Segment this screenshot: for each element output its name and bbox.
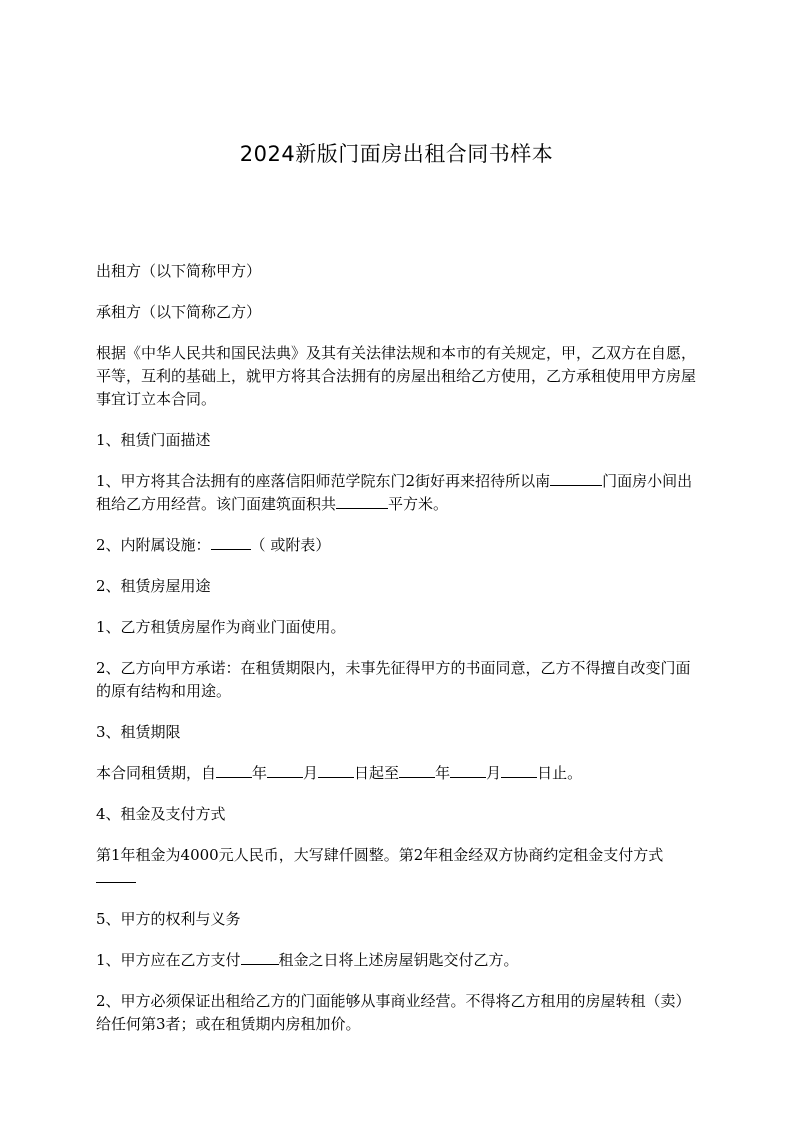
- lessee-line: 承租方（以下简称乙方）: [96, 303, 262, 321]
- clause-text: 租金之日将上述房屋钥匙交付乙方。: [278, 951, 519, 969]
- blank-field: [267, 762, 303, 778]
- blank-field: [501, 762, 537, 778]
- section-5-heading: 5、甲方的权利与义务: [96, 910, 241, 928]
- section-4-clause-1: [96, 844, 699, 890]
- clause-text: 2、内附属设施：: [96, 536, 211, 554]
- clause-text: 年: [252, 764, 268, 782]
- clause-text: 月: [486, 764, 502, 782]
- section-1-heading: 1、租赁门面描述: [96, 431, 211, 449]
- section-2-clause-2: 2、乙方向甲方承诺：在租赁期限内，未事先征得甲方的书面同意，乙方不得擅自改变门面的原有结构和用途。: [96, 659, 691, 700]
- section-3-clause-1: [96, 762, 699, 785]
- section-5-clause-1: [96, 949, 699, 972]
- section-4-heading: 4、租金及支付方式: [96, 805, 226, 823]
- document-body: [96, 260, 699, 1054]
- blank-field: [216, 762, 252, 778]
- clause-text: 年: [435, 764, 451, 782]
- clause-text: 门面房小间出租给乙方用经营。该门面建筑面积共: [96, 472, 693, 513]
- clause-text: （ 或附表）: [250, 536, 331, 554]
- blank-field: [399, 762, 435, 778]
- section-2-clause-1: 1、乙方租赁房屋作为商业门面使用。: [96, 618, 346, 636]
- section-2-heading: 2、租赁房屋用途: [96, 577, 211, 595]
- lessor-line: 出租方（以下简称甲方）: [96, 262, 262, 280]
- blank-field: [96, 867, 136, 883]
- section-1-clause-1: [96, 470, 699, 516]
- document-title: 2024新版门面房出租合同书样本: [239, 142, 554, 166]
- clause-text: 月: [303, 764, 319, 782]
- blank-field: [550, 470, 602, 486]
- blank-field: [318, 762, 354, 778]
- clause-text: 第1年租金为4000元人民币，大写肆仟圆整。第2年租金经双方协商约定租金支付方式: [96, 846, 664, 864]
- clause-text: 日起至: [354, 764, 400, 782]
- blank-field: [450, 762, 486, 778]
- blank-field: [336, 493, 388, 509]
- clause-text: 1、甲方应在乙方支付: [96, 951, 241, 969]
- blank-field: [211, 534, 251, 550]
- preamble-paragraph: 根据《中华人民共和国民法典》及其有关法律法规和本市的有关规定，甲，乙双方在自愿，平等，互利的基础上，就甲方将其合法拥有的房屋出租给乙方使用，乙方承租使用甲方房屋事宜订立本合同。: [96, 344, 697, 408]
- section-5-clause-2: 2、甲方必须保证出租给乙方的门面能够从事商业经营。不得将乙方租用的房屋转租（卖）给任何第3者；或在租赁期内房租加价。: [96, 992, 691, 1033]
- blank-field: [241, 949, 279, 965]
- clause-text: 日止。: [537, 764, 583, 782]
- clause-text: 1、甲方将其合法拥有的座落信阳师范学院东门2街好再来招待所以南: [96, 472, 551, 490]
- clause-text: 本合同租赁期，自: [96, 764, 217, 782]
- section-1-clause-2: [96, 534, 699, 557]
- clause-text: 平方米。: [388, 495, 449, 513]
- section-3-heading: 3、租赁期限: [96, 723, 181, 741]
